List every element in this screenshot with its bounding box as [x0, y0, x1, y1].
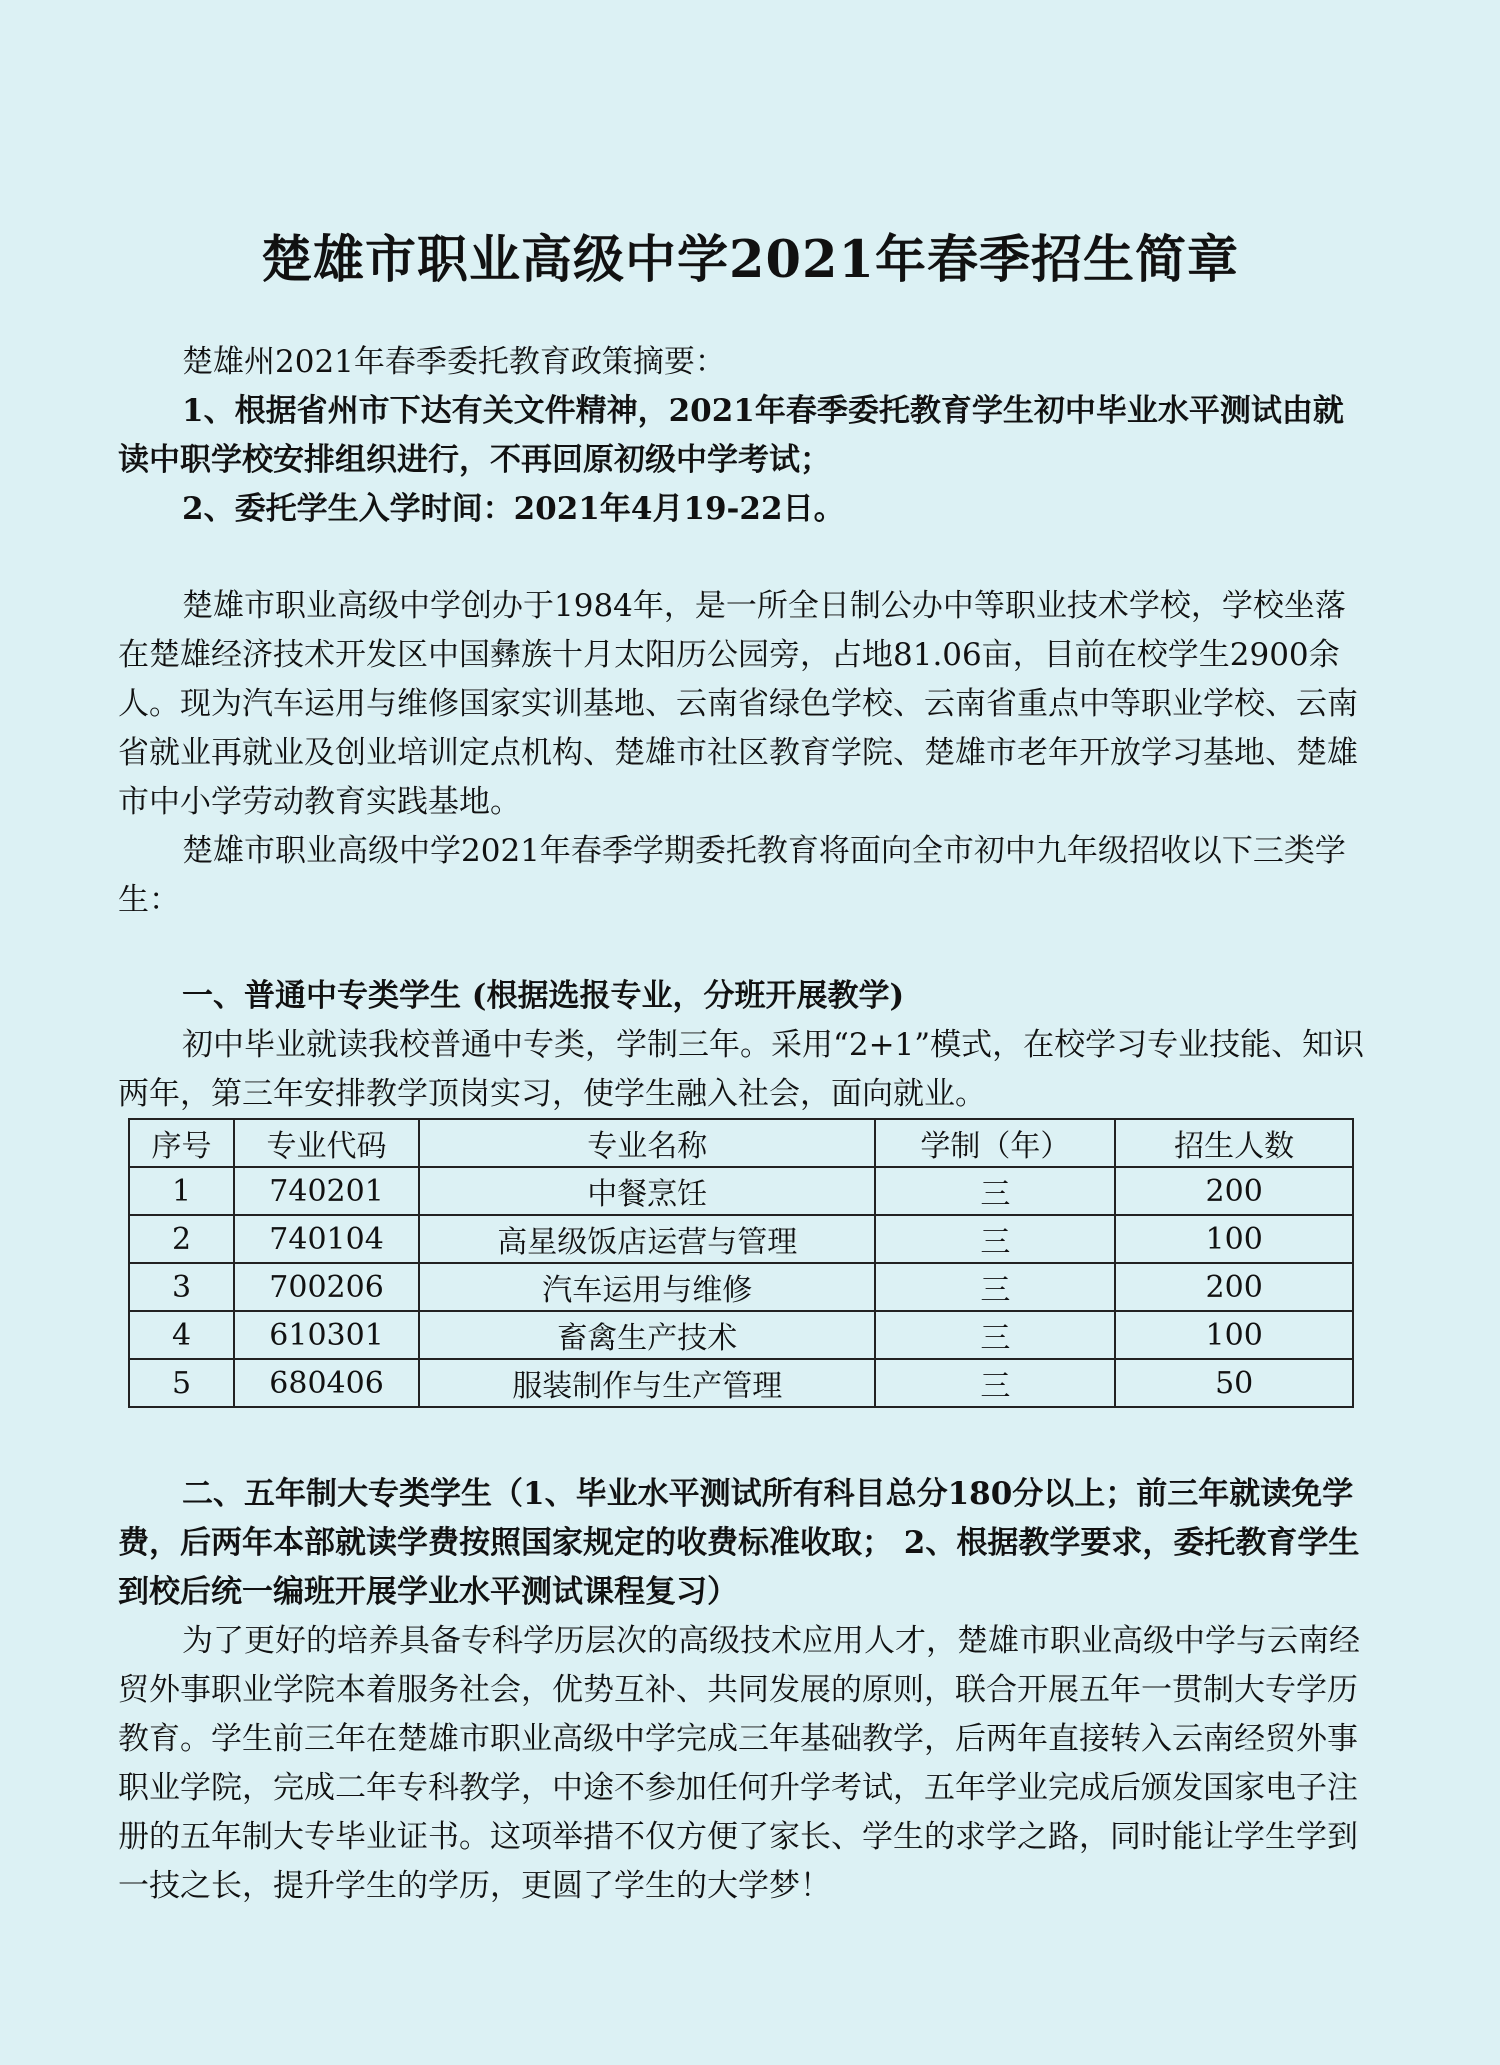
cell-major-code: 740104	[234, 1215, 419, 1263]
majors-table	[128, 1118, 1354, 1408]
cell-number: 5	[129, 1359, 234, 1407]
table-row	[129, 1263, 1353, 1311]
policy-item-2: 2、委托学生入学时间：2021年4月19-22日。	[182, 491, 845, 527]
cell-enrollment: 100	[1115, 1215, 1353, 1263]
header-major-name: 专业名称	[419, 1119, 875, 1167]
header-enrollment: 招生人数	[1115, 1119, 1353, 1167]
cell-major-code: 610301	[234, 1311, 419, 1359]
cell-number: 1	[129, 1167, 234, 1215]
school-intro	[118, 582, 1368, 925]
cell-duration: 三	[875, 1311, 1115, 1359]
cell-major-name: 畜禽生产技术	[419, 1311, 875, 1359]
table-header-row	[129, 1119, 1353, 1167]
cell-major-code: 700206	[234, 1263, 419, 1311]
cell-enrollment: 50	[1115, 1359, 1353, 1407]
cell-major-name: 中餐烹饪	[419, 1167, 875, 1215]
table-row	[129, 1311, 1353, 1359]
table-row	[129, 1215, 1353, 1263]
cell-number: 4	[129, 1311, 234, 1359]
section-1	[118, 972, 1368, 1119]
cell-number: 2	[129, 1215, 234, 1263]
cell-major-code: 680406	[234, 1359, 419, 1407]
cell-enrollment: 200	[1115, 1263, 1353, 1311]
cell-enrollment: 100	[1115, 1311, 1353, 1359]
section-2-description: 为了更好的培养具备专科学历层次的高级技术应用人才，楚雄市职业高级中学与云南经贸外事职业学院本着服务社会，优势互补、共同发展的原则，联合开展五年一贯制大专学历教育。学生前三年在楚雄市职业高级中学完成三年基础教学，后两年直接转入云南经贸外事职业学院，完成二年专科教学，中途不参加任何升学考试，五年学业完成后颁发国家电子注册的五年制大专毕业证书。这项举措不仅方便了家长、学生的求学之路，同时能让学生学到一技之长，提升学生的学历，更圆了学生的大学梦！	[118, 1623, 1360, 1904]
section-2-heading: 二、五年制大专类学生（1、毕业水平测试所有科目总分180分以上；前三年就读免学费，后两年本部就读学费按照国家规定的收费标准收取； 2、根据教学要求，委托教育学生到校后统一编班开展学业水平测试课程复习）	[118, 1476, 1360, 1610]
page-title: 楚雄市职业高级中学2021年春季招生简章	[261, 230, 1239, 290]
table-row	[129, 1167, 1353, 1215]
intro-paragraph-2: 楚雄市职业高级中学2021年春季学期委托教育将面向全市初中九年级招收以下三类学生：	[118, 833, 1346, 918]
policy-heading: 楚雄州2021年春季委托教育政策摘要：	[182, 344, 726, 380]
cell-duration: 三	[875, 1167, 1115, 1215]
cell-major-code: 740201	[234, 1167, 419, 1215]
header-major-code: 专业代码	[234, 1119, 419, 1167]
policy-item-1: 1、根据省州市下达有关文件精神，2021年春季委托教育学生初中毕业水平测试由就读中职学校安排组织进行，不再回原初级中学考试；	[118, 393, 1344, 478]
cell-duration: 三	[875, 1359, 1115, 1407]
header-number: 序号	[129, 1119, 234, 1167]
section-1-description: 初中毕业就读我校普通中专类，学制三年。采用“2+1”模式，在校学习专业技能、知识两年，第三年安排教学顶岗实习，使学生融入社会，面向就业。	[118, 1027, 1365, 1112]
section-2	[118, 1470, 1368, 1911]
intro-paragraph-1: 楚雄市职业高级中学创办于1984年，是一所全日制公办中等职业技术学校，学校坐落在楚雄经济技术开发区中国彝族十月太阳历公园旁，占地81.06亩，目前在校学生2900余人。现为汽车运用与维修国家实训基地、云南省绿色学校、云南省重点中等职业学校、云南省就业再就业及创业培训定点机构、楚雄市社区教育学院、楚雄市老年开放学习基地、楚雄市中小学劳动教育实践基地。	[118, 588, 1358, 820]
header-duration: 学制（年）	[875, 1119, 1115, 1167]
cell-major-name: 服装制作与生产管理	[419, 1359, 875, 1407]
cell-duration: 三	[875, 1263, 1115, 1311]
cell-major-name: 汽车运用与维修	[419, 1263, 875, 1311]
cell-duration: 三	[875, 1215, 1115, 1263]
cell-enrollment: 200	[1115, 1167, 1353, 1215]
section-1-heading: 一、普通中专类学生 (根据选报专业，分班开展教学)	[182, 978, 905, 1014]
cell-major-name: 高星级饭店运营与管理	[419, 1215, 875, 1263]
cell-number: 3	[129, 1263, 234, 1311]
table-row	[129, 1359, 1353, 1407]
policy-summary	[118, 338, 1368, 534]
